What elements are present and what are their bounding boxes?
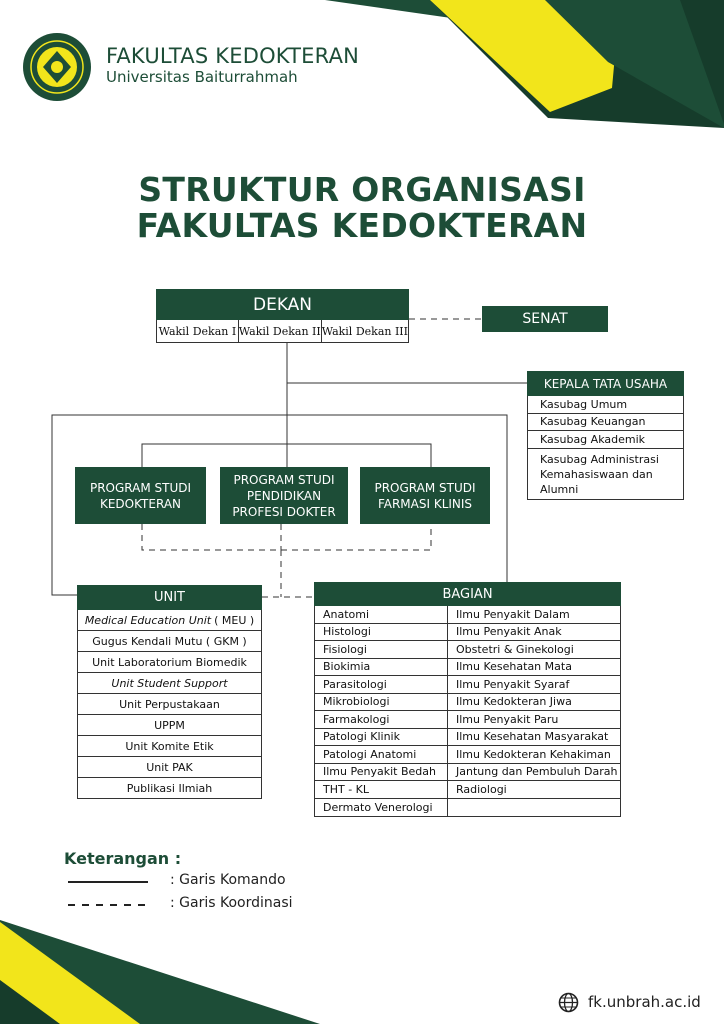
university-name: Universitas Baiturrahmah: [106, 68, 298, 86]
unit-item: Unit Laboratorium Biomedik: [78, 652, 261, 673]
bagian-row: [315, 694, 620, 712]
bagian-cell-right: Ilmu Penyakit Dalam: [456, 607, 570, 621]
senat-label: SENAT: [522, 311, 568, 327]
bagian-cell-left: Ilmu Penyakit Bedah: [315, 764, 448, 781]
bagian-cell-right: Jantung dan Pembuluh Darah: [456, 765, 618, 779]
prodi-farmasi-line1: PROGRAM STUDI: [374, 480, 476, 495]
prodi-kedokteran-box: [75, 467, 206, 524]
legend-lines: [68, 874, 153, 914]
kepala-tata-usaha-box: [527, 371, 684, 396]
bagian-cell-right: Ilmu Penyakit Paru: [456, 712, 559, 726]
bagian-cell-right: Ilmu Kesehatan Masyarakat: [456, 730, 609, 744]
prodi-kedokteran-line2: KEDOKTERAN: [99, 496, 182, 511]
legend-komando-text: : Garis Komando: [170, 872, 286, 888]
unit-meu-name: Medical Education Unit: [84, 613, 212, 627]
unit-item-meu: [78, 610, 261, 631]
bagian-row: [315, 799, 620, 817]
website-link[interactable]: fk.unbrah.ac.id: [588, 993, 701, 1011]
bagian-row: [315, 659, 620, 677]
bagian-table: [314, 606, 621, 817]
bagian-row: [315, 624, 620, 642]
bagian-cell-left: Patologi Klinik: [315, 729, 448, 746]
bagian-row: [315, 641, 620, 659]
bagian-cell-left: Farmakologi: [315, 711, 448, 728]
wakil-dekan-1: Wakil Dekan I: [157, 320, 239, 342]
unit-header: [77, 585, 262, 610]
kasubag-list: [527, 396, 684, 500]
bagian-row: [315, 729, 620, 747]
unit-item: UPPM: [78, 715, 261, 736]
unit-meu-abbr: ( MEU ): [214, 613, 255, 627]
bagian-cell-left: Mikrobiologi: [315, 694, 448, 711]
bagian-cell-left: Patologi Anatomi: [315, 746, 448, 763]
bagian-row: [315, 606, 620, 624]
bagian-cell-right: Ilmu Kedokteran Kehakiman: [456, 747, 611, 761]
unit-item: Publikasi Ilmiah: [126, 782, 213, 795]
unit-item: Unit PAK: [78, 757, 261, 778]
bagian-cell-left: Parasitologi: [315, 676, 448, 693]
prodi-farmasi-line2: FARMASI KLINIS: [377, 496, 473, 511]
kasubag-line: Alumni: [540, 482, 579, 496]
bagian-cell-right: Obstetri & Ginekologi: [456, 642, 574, 656]
prodi-coordination-dash-line: [142, 524, 431, 550]
senat-box: [482, 306, 608, 332]
kasubag-line: Kemahasiswaan dan: [540, 467, 653, 481]
bagian-cell-right: Ilmu Penyakit Syaraf: [456, 677, 570, 691]
kasubag-item: Kasubag Umum: [528, 396, 683, 414]
page-title-line2: FAKULTAS KEDOKTERAN: [136, 206, 588, 245]
bagian-row: [315, 781, 620, 799]
unit-item: Gugus Kendali Mutu ( GKM ): [78, 631, 261, 652]
dekan-box: [156, 289, 409, 320]
prodi-profesi-line2: PENDIDIKAN: [246, 488, 322, 503]
bagian-row: [315, 676, 620, 694]
bagian-cell-left: Histologi: [315, 624, 448, 641]
bagian-cell-left: Fisiologi: [315, 641, 448, 658]
unit-item: Unit Perpustakaan: [78, 694, 261, 715]
prodi-profesi-line3: PROFESI DOKTER: [232, 504, 336, 519]
bagian-cell-right: Radiologi: [456, 782, 507, 796]
bagian-label: BAGIAN: [442, 586, 493, 602]
prodi-kedokteran-line1: PROGRAM STUDI: [89, 480, 192, 495]
legend-koordinasi-text: : Garis Koordinasi: [170, 895, 293, 911]
bagian-cell-right: Ilmu Penyakit Anak: [456, 625, 562, 639]
unit-item: Unit Komite Etik: [78, 736, 261, 757]
kasubag-line: Kasubag Administrasi: [540, 452, 659, 466]
wakil-dekan-row: [156, 320, 409, 343]
kasubag-item: Kasubag Keuangan: [528, 414, 683, 432]
prodi-profesi-line1: PROGRAM STUDI: [233, 472, 335, 487]
bagian-cell-left: THT - KL: [315, 781, 448, 798]
legend-title: Keterangan :: [64, 849, 182, 868]
bagian-cell-left: Dermato Venerologi: [315, 799, 448, 817]
bagian-row: [315, 764, 620, 782]
wakil-dekan-2: Wakil Dekan II: [239, 320, 322, 342]
globe-icon: [558, 992, 579, 1013]
bagian-cell-right: [448, 799, 620, 817]
unit-list: [77, 610, 262, 799]
bagian-header: [314, 582, 621, 606]
bagian-row: [315, 746, 620, 764]
prodi-profesi-dokter-box: [220, 467, 348, 524]
kasubag-item: Kasubag Akademik: [528, 431, 683, 449]
bagian-row: [315, 711, 620, 729]
bagian-cell-left: Biokimia: [315, 659, 448, 676]
kepala-tata-usaha-label: KEPALA TATA USAHA: [543, 376, 668, 391]
page-title-line1: STRUKTUR ORGANISASI: [138, 170, 586, 209]
kasubag-item-multiline: [528, 449, 683, 501]
bagian-cell-right: Ilmu Kesehatan Mata: [456, 660, 572, 674]
prodi-farmasi-klinis-box: [360, 467, 490, 524]
wakil-dekan-3: Wakil Dekan III: [321, 324, 408, 338]
unit-label: UNIT: [153, 590, 185, 605]
bagian-cell-left: Anatomi: [315, 606, 448, 623]
bagian-cell-right: Ilmu Kedokteran Jiwa: [456, 695, 572, 709]
unit-item: Unit Student Support: [78, 673, 261, 694]
dekan-label: DEKAN: [252, 294, 313, 315]
faculty-name: FAKULTAS KEDOKTERAN: [106, 44, 360, 68]
